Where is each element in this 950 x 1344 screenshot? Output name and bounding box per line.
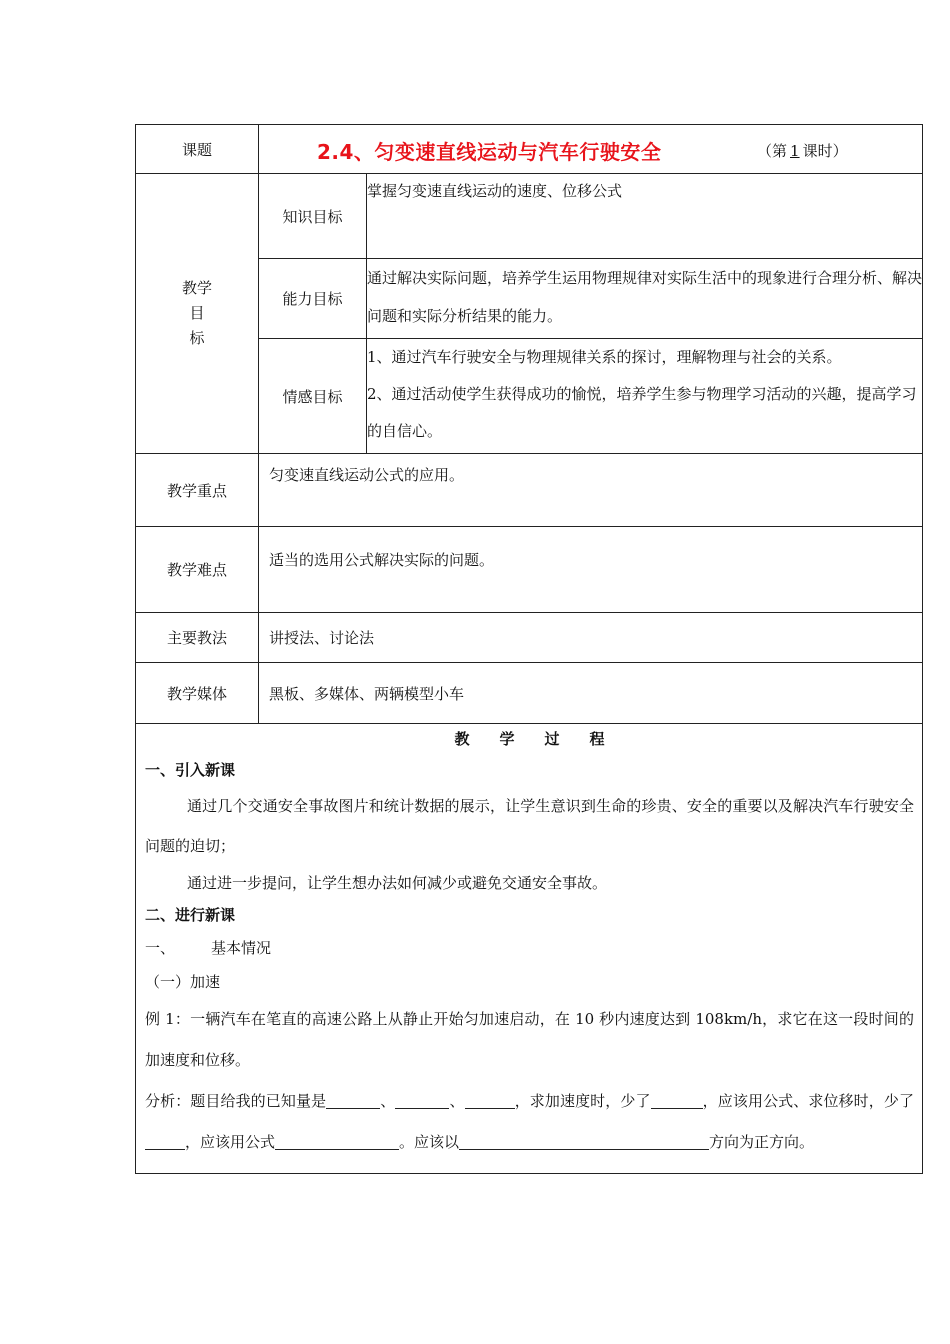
ability-goal-label: 能力目标: [259, 259, 367, 339]
blank-missing-2[interactable]: [145, 1133, 185, 1150]
process-title: 教学过程: [454, 730, 635, 748]
knowledge-row: [136, 174, 923, 259]
lesson-title: 2.4、匀变速直线运动与汽车行驶安全: [317, 140, 662, 164]
ability-goal-text: 通过解决实际问题，培养学生运用物理规律对实际生活中的现象进行合理分析、解决问题和实际分析结果的能力。: [367, 259, 923, 339]
lesson-plan-table: [135, 124, 923, 1174]
blank-missing-1[interactable]: [651, 1092, 703, 1109]
period-info: [757, 140, 848, 161]
blank-formula[interactable]: [275, 1133, 399, 1150]
blank-direction[interactable]: [459, 1133, 709, 1150]
teaching-process: [136, 724, 923, 1174]
media-label: 教学媒体: [136, 663, 259, 724]
separator-2: 、: [449, 1092, 465, 1110]
blank-known-1[interactable]: [326, 1092, 380, 1109]
intro-paragraph-2: 通过进一步提问，让学生想办法如何减少或避免交通安全事故。: [187, 874, 608, 892]
period-suffix: 课时）: [802, 142, 848, 160]
example-1: 例 1：一辆汽车在笔直的高速公路上从静止开始匀加速启动，在 10 秒内速度达到 108km/h，求它在这一段时间的加速度和位移。: [145, 1010, 914, 1069]
teaching-goals-label: [136, 174, 259, 454]
title-cell: [259, 125, 923, 174]
analysis-part-3: ，应该用公式、求位移时，少了: [702, 1092, 914, 1110]
knowledge-goal-text: 掌握匀变速直线运动的速度、位移公式: [367, 174, 923, 259]
emotion-goal-2: 2、通过活动使学生获得成功的愉悦，培养学生参与物理学习活动的兴趣，提高学习的自信心。: [367, 385, 917, 440]
emotion-goal-cell: [367, 339, 923, 454]
knowledge-goal-label: 知识目标: [259, 174, 367, 259]
media-row: [136, 663, 923, 724]
section-intro-heading: 一、引入新课: [145, 761, 236, 779]
difficulty-text: 适当的选用公式解决实际的问题。: [259, 527, 923, 613]
method-label: 主要教法: [136, 613, 259, 663]
lesson-plan-page: [135, 124, 922, 1174]
key-point-label: 教学重点: [136, 454, 259, 527]
analysis-paragraph: [145, 1081, 914, 1163]
analysis-part-1: 分析：题目给我的已知量是: [145, 1092, 327, 1110]
title-row: [136, 125, 923, 174]
method-text: 讲授法、讨论法: [259, 613, 923, 663]
teaching-goals-label-text: 教学 目 标: [181, 279, 212, 347]
difficulty-label: 教学难点: [136, 527, 259, 613]
topic-label: 课题: [136, 125, 259, 174]
process-row: [136, 724, 923, 1174]
subsection-accelerate: （一）加速: [145, 973, 221, 991]
subsection-number: 一、: [145, 939, 176, 957]
blank-known-3[interactable]: [465, 1092, 515, 1109]
separator-1: 、: [380, 1092, 396, 1110]
period-prefix: （第: [757, 142, 788, 160]
emotion-goal-1: 1、通过汽车行驶安全与物理规律关系的探讨，理解物理与社会的关系。: [367, 348, 842, 366]
key-point-text: 匀变速直线运动公式的应用。: [259, 454, 923, 527]
section-new-lesson-heading: 二、进行新课: [145, 906, 236, 924]
analysis-part-5: 。应该以: [399, 1133, 460, 1151]
subsection-basic-text: 基本情况: [211, 939, 272, 957]
emotion-goal-label: 情感目标: [259, 339, 367, 454]
difficulty-row: [136, 527, 923, 613]
blank-known-2[interactable]: [395, 1092, 449, 1109]
analysis-part-4: ，应该用公式: [185, 1133, 276, 1151]
subsection-basic: [145, 931, 914, 965]
media-text: 黑板、多媒体、两辆模型小车: [259, 663, 923, 724]
analysis-part-6: 方向为正方向。: [709, 1133, 815, 1151]
period-number: 1: [790, 142, 800, 160]
intro-paragraph-1: 通过几个交通安全事故图片和统计数据的展示，让学生意识到生命的珍贵、安全的重要以及解决汽车行驶安全问题的迫切；: [145, 797, 914, 855]
method-row: [136, 613, 923, 663]
key-point-row: [136, 454, 923, 527]
analysis-part-2: ，求加速度时，少了: [514, 1092, 651, 1110]
